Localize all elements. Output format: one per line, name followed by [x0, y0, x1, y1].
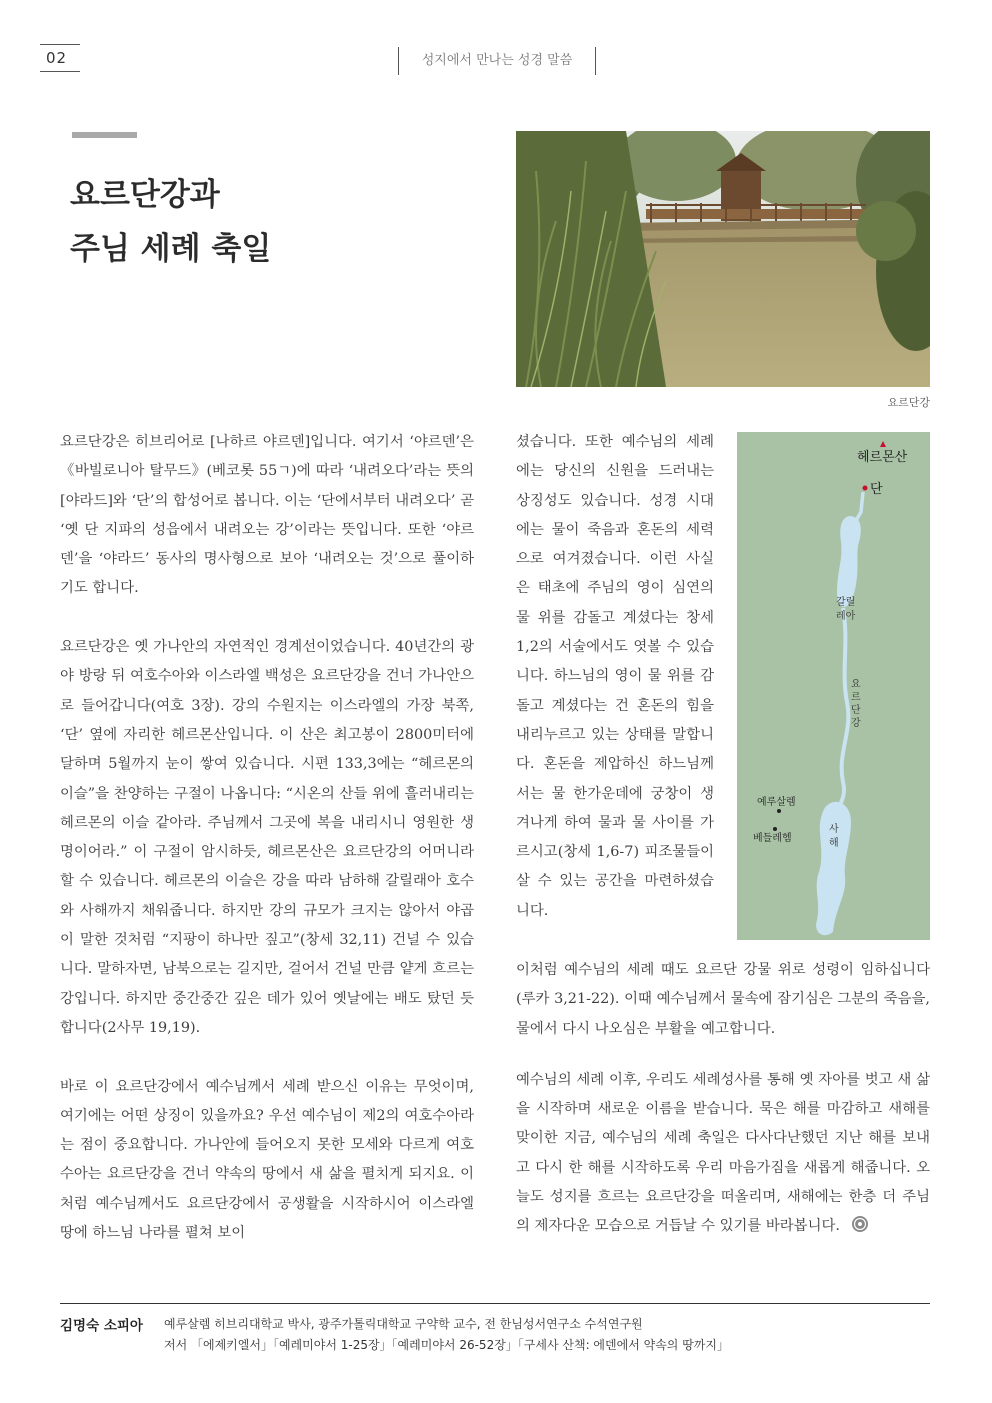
dead-sea-label-2: 해	[829, 838, 839, 849]
end-mark-icon	[851, 1215, 869, 1244]
paragraph: 셨습니다. 또한 예수님의 세례에는 당신의 신원을 드러내는 상징성도 있습니다. 성경 시대에는 물이 죽음과 혼돈의 세력으로 여겨졌습니다. 이런 사실은 태초에 주님의 영이 심연의 물 위를 감돌고 계셨다는 창세 1,2의 서술에서도 엿볼 수 있습니다. 하느님의 영이 물 위를 감돌고 계셨다는 건 혼돈의 힘을 내리누르고 있는 상태를 말합니다. 혼돈을 제압하신 하느님께서는 물 한가운데에 궁창이 생겨나게 하여 물과 물 사이를 가르시고(창세 1,6-7) 피조물들이 살 수 있는 공간을 마련하셨습니다.	[516, 434, 714, 919]
title-accent-bar	[72, 132, 137, 138]
galilee-label-1: 갈릴	[836, 597, 856, 608]
author-name: 김명숙 소피아	[60, 1318, 143, 1334]
jerusalem-marker	[777, 809, 781, 813]
paragraph-last	[516, 1066, 930, 1245]
galilee-label-2: 레아	[836, 611, 856, 622]
author-bio-line2: 저서 「에제키엘서」「예레미야서 1-25장」「예레미야서 26-52장」「구세사 산책: 에덴에서 약속의 땅까지」	[164, 1338, 729, 1352]
author-bio	[164, 1314, 729, 1356]
dan-label: 단	[870, 482, 883, 497]
paragraph-text: 예수님의 세례 이후, 우리도 세례성사를 통해 옛 자아를 벗고 새 삶을 시작하며 새로운 이름을 받습니다. 묵은 해를 마감하고 새해를 맞이한 지금, 예수님의 세례 축일은 다사다난했던 지난 해를 보내고 다시 한 해를 시작하도록 우리 마음가짐을 새롭게 해줍니다. 오늘도 성지를 흐르는 요르단강을 떠올리며, 새해에는 한층 더 주님의 제자다운 모습으로 거듭날 수 있기를 바라봅니다.	[516, 1071, 930, 1235]
paragraph: 요르단강은 옛 가나안의 자연적인 경계선이었습니다. 40년간의 광야 방랑 뒤 여호수아와 이스라엘 백성은 요르단강을 건너 가나안으로 들어갑니다(여호 3장). 강의 수원지는 이스라엘의 가장 북쪽, ‘단’ 옆에 자리한 헤르몬산입니다. 이 산은 최고봉이 2800미터에 달하며 5월까지 눈이 쌓여 있습니다. 시편 133,3에는 “헤르몬의 이슬”을 찬양하는 구절이 나옵니다: “시온의 산들 위에 흘러내리는 헤르몬의 이슬 같아라. 주님께서 그곳에 복을 내리시니 영원한 생명이어라.” 이 구절이 암시하듯, 헤르몬산은 요르단강의 어머니라 할 수 있습니다. 헤르몬의 이슬은 강을 따라 남하해 갈릴래아 호수와 사해까지 채워줍니다. 하지만 강의 규모가 크지는 않아서 야곱이 말한 것처럼 “지팡이 하나만 짚고”(창세 32,11) 건널 수 있습니다. 말하자면, 남북으로는 길지만, 걸어서 건널 만큼 얕게 흐르는 강입니다. 하지만 중간중간 깊은 데가 있어 옛날에는 배도 탔던 듯합니다(2사무 19,19).	[60, 639, 474, 1036]
jordan-river-photo	[516, 131, 930, 387]
jordan-label-4: 강	[851, 718, 861, 729]
jordan-river-map	[737, 432, 930, 940]
jordan-label-1: 요	[851, 679, 861, 690]
footer-divider	[60, 1303, 930, 1304]
article-title-line1: 요르단강과	[70, 177, 220, 213]
bethlehem-label: 베들레헴	[753, 833, 792, 844]
paragraph: 이처럼 예수님의 세례 때도 요르단 강물 위로 성령이 임하십니다(루카 3,21-22). 이때 예수님께서 물속에 잠기심은 그분의 죽음을, 물에서 다시 나오심은 부활을 예고합니다.	[516, 962, 930, 1037]
jerusalem-label: 예루살렘	[757, 797, 796, 808]
body-right-narrow-column	[516, 428, 714, 926]
hermon-label: 헤르몬산	[857, 450, 908, 465]
dan-marker	[863, 486, 868, 491]
body-left-column	[60, 428, 474, 1248]
dead-sea-label-1: 사	[829, 824, 839, 835]
paragraph: 요르단강은 히브리어로 [나하르 야르덴]입니다. 여기서 ‘야르덴’은 《바빌로니아 탈무드》(베코롯 55ㄱ)에 따라 ‘내려오다’라는 뜻의 [야라드]와 ‘단’의 합성어로 봅니다. 이는 ‘단에서부터 내려오다’ 곧 ‘옛 단 지파의 성읍에서 내려오는 강’이라는 뜻입니다. 또한 ‘야르덴’을 ‘야라드’ 동사의 명사형으로 보아 ‘내려오는 것’으로 풀이하기도 합니다.	[60, 434, 474, 597]
paragraph: 바로 이 요르단강에서 예수님께서 세례 받으신 이유는 무엇이며, 여기에는 어떤 상징이 있을까요? 우선 예수님이 제2의 여호수아라는 점이 중요합니다. 가나안에 들어오지 못한 모세와 다르게 여호수아는 요르단강을 건너 약속의 땅에서 새 삶을 펼치게 되지요. 이처럼 예수님께서도 요르단강에서 공생활을 시작하시어 이스라엘 땅에 하느님 나라를 펼쳐 보이	[60, 1078, 474, 1242]
section-title: 성지에서 만나는 성경 말씀	[398, 47, 596, 75]
article-title	[70, 168, 271, 276]
jordan-label-2: 르	[851, 692, 861, 703]
photo-caption: 요르단강	[887, 396, 930, 409]
page-number: 02	[40, 44, 80, 72]
jordan-label-3: 단	[851, 705, 861, 716]
bethlehem-marker	[773, 827, 777, 831]
article-title-line2: 주님 세례 축일	[70, 231, 272, 267]
author-bio-line1: 예루살렘 히브리대학교 박사, 광주가톨릭대학교 구약학 교수, 전 한님성서연구소 수석연구원	[164, 1317, 643, 1331]
body-right-wide-column	[516, 956, 930, 1245]
